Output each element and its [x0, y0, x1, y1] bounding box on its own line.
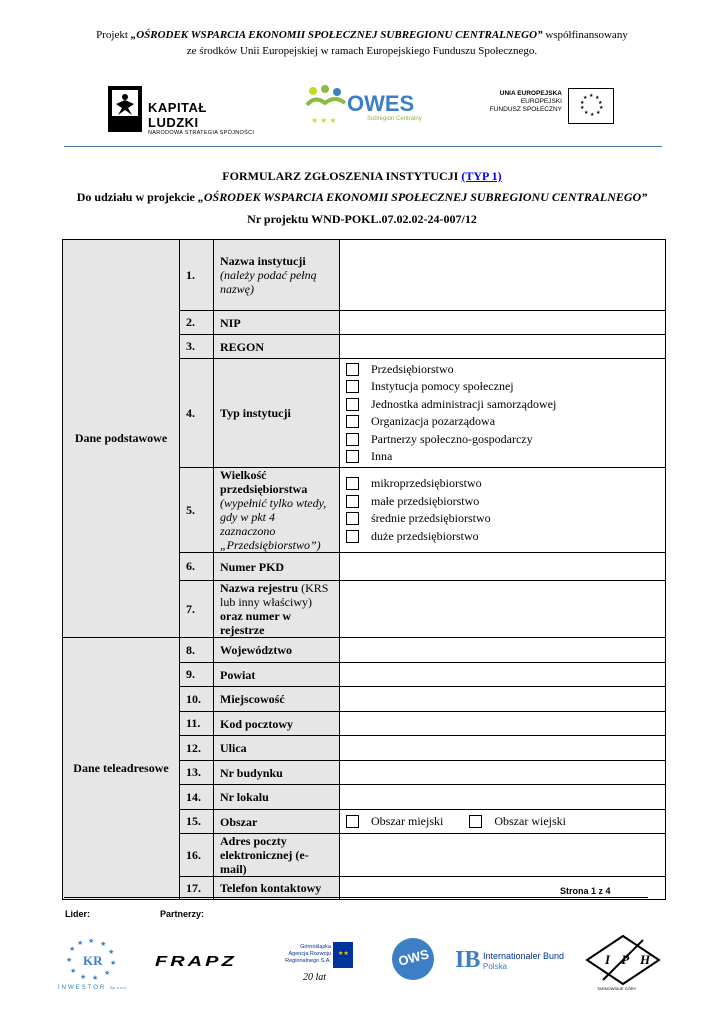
area-options	[340, 810, 666, 834]
option-row	[346, 475, 659, 493]
kapital-ludzki-icon	[108, 86, 142, 132]
building-number-field[interactable]	[340, 761, 666, 785]
row-number: 12.	[180, 736, 214, 761]
voivodeship-field[interactable]	[340, 638, 666, 663]
checkbox-przedsiebiorstwo[interactable]	[346, 363, 359, 376]
iph-logo	[583, 934, 663, 994]
label-area: Obszar	[214, 810, 340, 834]
form-title: FORMULARZ ZGŁOSZENIA INSTYTUCJI (TYP 1)	[222, 169, 502, 183]
svg-text:★: ★	[590, 112, 595, 118]
table-row	[63, 638, 666, 663]
svg-text:★: ★	[110, 959, 117, 967]
option-label: małe przedsiębiorstwo	[371, 493, 480, 508]
registry-field[interactable]	[340, 581, 666, 638]
svg-text:★: ★	[100, 940, 107, 948]
option-row	[346, 493, 659, 511]
svg-text:★: ★	[104, 969, 111, 977]
registration-form-table	[62, 239, 666, 900]
project-name-line: Do udziału w projekcie „OŚRODEK WSPARCIA EKONOMII SPOŁECZNEJ SUBREGIONU CENTRALNEGO”	[76, 190, 648, 204]
checkbox-urban[interactable]	[346, 815, 359, 828]
email-field[interactable]	[340, 834, 666, 877]
option-label: mikroprzedsiębiorstwo	[371, 476, 482, 491]
type-link[interactable]: (TYP 1)	[461, 169, 502, 183]
option-row	[346, 510, 659, 528]
project-number: Nr projektu WND-POKL.07.02.02-24-007/12	[247, 212, 477, 226]
svg-text:★: ★	[589, 93, 594, 99]
checkbox-mikro[interactable]	[346, 477, 359, 490]
section-basic-data: Dane podstawowe	[63, 240, 180, 638]
option-label: Inna	[371, 449, 393, 464]
checkbox-male[interactable]	[346, 495, 359, 508]
checkbox-srednie[interactable]	[346, 512, 359, 525]
pkd-field[interactable]	[340, 553, 666, 581]
svg-text:★: ★	[66, 956, 73, 964]
row-number: 16.	[180, 834, 214, 877]
svg-text:★: ★	[583, 95, 588, 101]
label-institution-name: Nazwa instytucji (należy podać pełną nazwę)	[214, 240, 340, 311]
company-size-options	[340, 468, 666, 553]
svg-text:★: ★	[69, 945, 76, 953]
institution-type-options	[340, 359, 666, 468]
option-row	[346, 413, 659, 431]
page-number: Strona 1 z 4	[560, 886, 611, 896]
checkbox-administracja-samorzadowa[interactable]	[346, 398, 359, 411]
partners-label: Partnerzy:	[160, 909, 205, 919]
svg-text:★: ★	[595, 95, 600, 101]
svg-text:★: ★	[580, 105, 585, 111]
svg-text:★: ★	[70, 967, 77, 975]
label-regon: REGON	[214, 335, 340, 359]
label-postal-code: Kod pocztowy	[214, 712, 340, 736]
street-field[interactable]	[340, 736, 666, 761]
garr-line-2: Agencja Rozwoju	[288, 951, 331, 957]
svg-text:★: ★	[77, 939, 84, 947]
apartment-number-field[interactable]	[340, 785, 666, 810]
option-label: średnie przedsiębiorstwo	[371, 511, 491, 526]
option-label: duże przedsiębiorstwo	[371, 528, 479, 543]
ue-line-3: FUNDUSZ SPOŁECZNY	[489, 106, 562, 113]
inwestor-stars-icon	[58, 935, 128, 985]
row-number: 2.	[180, 311, 214, 335]
iph-subtitle: TARNOWSKIE GÓRY	[597, 986, 637, 991]
owes-subtitle: Subregion Centralny	[367, 116, 422, 122]
header-line-1: Projekt „OŚRODEK WSPARCIA EKONOMII SPOŁECZNEJ SUBREGIONU CENTRALNEGO” współfinansowany	[96, 29, 628, 41]
row-number: 3.	[180, 335, 214, 359]
option-label: Instytucja pomocy społecznej	[371, 379, 514, 394]
row-number: 7.	[180, 581, 214, 638]
kapital-ludzki-logo	[108, 86, 258, 134]
option-row	[346, 361, 659, 379]
section-contact-data: Dane teleadresowe	[63, 638, 180, 900]
label-street: Ulica	[214, 736, 340, 761]
inwestor-name: INWESTOR	[58, 985, 107, 991]
frapz-logo: FRAPZ	[155, 953, 237, 970]
label-county: Powiat	[214, 663, 340, 687]
footer-divider	[64, 897, 648, 898]
option-label: Partnerzy społeczno-gospodarczy	[371, 431, 533, 446]
row-number: 4.	[180, 359, 214, 468]
label-email: Adres poczty elektronicznej (e-mail)	[214, 834, 340, 877]
option-row	[346, 448, 659, 466]
lider-label: Lider:	[65, 909, 91, 919]
owes-figures-icon	[305, 83, 349, 125]
svg-text:★: ★	[598, 100, 603, 106]
garr-logo	[275, 940, 355, 992]
checkbox-inna[interactable]	[346, 450, 359, 463]
eu-logo	[478, 88, 614, 126]
row-number: 8.	[180, 638, 214, 663]
header-line-2: ze środków Unii Europejskiej w ramach Europejskiego Funduszu Społecznego.	[186, 45, 538, 57]
row-number: 10.	[180, 687, 214, 712]
label-institution-type: Typ instytucji	[214, 359, 340, 468]
option-row	[346, 528, 659, 546]
svg-text:★: ★	[80, 973, 87, 981]
svg-text:★: ★	[599, 105, 604, 111]
owes-title: OWES	[347, 91, 415, 116]
row-number: 5.	[180, 468, 214, 553]
garr-line-3: Regionalnego S.A.	[285, 958, 331, 964]
svg-text:★: ★	[108, 948, 115, 956]
checkbox-rural[interactable]	[469, 815, 482, 828]
option-row	[346, 378, 659, 396]
label-registry: Nazwa rejestru (KRS lub inny właściwy) oraz numer w rejestrze	[214, 581, 340, 638]
regon-field[interactable]	[340, 335, 666, 359]
kapital-ludzki-subtitle: NARODOWA STRATEGIA SPÓJNOŚCI	[148, 130, 255, 136]
row-number: 17.	[180, 877, 214, 900]
ib-logo	[455, 947, 565, 975]
option-label: Przedsiębiorstwo	[371, 361, 454, 376]
ows-logo	[392, 938, 434, 980]
svg-text:★: ★	[596, 110, 601, 116]
svg-text:★ ★ ★: ★ ★ ★	[311, 116, 337, 125]
row-number: 9.	[180, 663, 214, 687]
ib-country: Polska	[483, 962, 508, 971]
label-phone: Telefon kontaktowy	[214, 877, 340, 900]
row-number: 13.	[180, 761, 214, 785]
checkbox-organizacja-pozarzadowa[interactable]	[346, 415, 359, 428]
option-row	[346, 396, 659, 414]
ows-text: OWS	[396, 946, 431, 969]
ib-mark: IB	[455, 947, 481, 973]
option-label: Jednostka administracji samorządowej	[371, 396, 557, 411]
eu-stars-icon: ★★	[333, 942, 353, 968]
owes-logo	[305, 83, 430, 128]
ib-name: Internationaler Bund	[483, 951, 565, 961]
row-number: 1.	[180, 240, 214, 311]
row-number: 14.	[180, 785, 214, 810]
ue-line-1: UNIA EUROPEJSKA	[499, 90, 562, 97]
svg-text:★: ★	[92, 974, 99, 982]
iph-text: I P H	[605, 952, 655, 967]
option-row	[346, 431, 659, 449]
svg-text:★: ★	[88, 937, 95, 945]
label-pkd: Numer PKD	[214, 553, 340, 581]
option-label: Obszar miejski	[371, 814, 444, 828]
eu-flag-icon	[568, 88, 614, 124]
row-number: 6.	[180, 553, 214, 581]
kapital-ludzki-title: KAPITAŁ LUDZKI	[148, 100, 207, 130]
postal-code-field[interactable]	[340, 712, 666, 736]
label-voivodeship: Województwo	[214, 638, 340, 663]
county-field[interactable]	[340, 663, 666, 687]
nip-field[interactable]	[340, 311, 666, 335]
row-number: 15.	[180, 810, 214, 834]
option-row	[346, 813, 659, 831]
checkbox-partnerzy-spoleczni[interactable]	[346, 433, 359, 446]
checkbox-pomoc-spoleczna[interactable]	[346, 380, 359, 393]
checkbox-duze[interactable]	[346, 530, 359, 543]
label-nip: NIP	[214, 311, 340, 335]
ue-line-2: EUROPEJSKI	[520, 98, 562, 105]
svg-text:KR: KR	[83, 953, 103, 968]
option-label: Organizacja pozarządowa	[371, 414, 496, 429]
header-divider	[64, 146, 662, 147]
label-apartment-number: Nr lokalu	[214, 785, 340, 810]
institution-name-field[interactable]	[340, 240, 666, 311]
table-row	[63, 240, 666, 311]
svg-text:★: ★	[584, 110, 589, 116]
inwestor-suffix: Sp. z o.o.	[109, 985, 127, 990]
label-city: Miejscowość	[214, 687, 340, 712]
garr-years: 20 lat	[303, 972, 327, 983]
label-building-number: Nr budynku	[214, 761, 340, 785]
row-number: 11.	[180, 712, 214, 736]
inwestor-logo	[58, 935, 128, 997]
svg-text:★: ★	[580, 100, 585, 106]
label-company-size: Wielkość przedsiębiorstwa (wypełnić tylko wtedy, gdy w pkt 4 zaznaczono „Przedsiębiorstwo”)	[214, 468, 340, 553]
option-label: Obszar wiejski	[494, 814, 566, 828]
city-field[interactable]	[340, 687, 666, 712]
garr-line-1: Górnośląska	[300, 944, 331, 950]
